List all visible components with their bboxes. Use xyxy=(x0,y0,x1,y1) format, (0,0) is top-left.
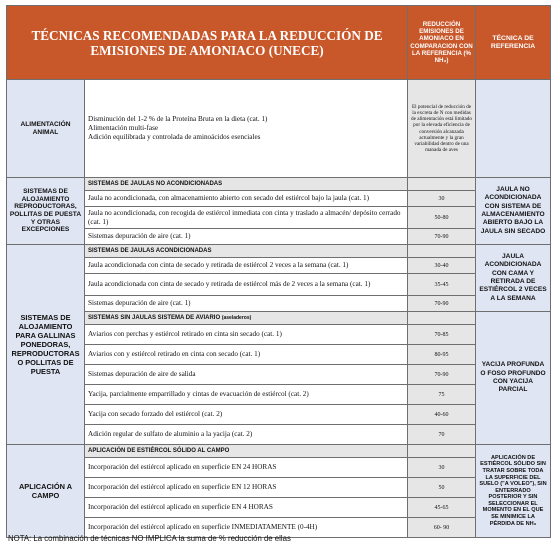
technique-row: Sistemas depuración de aire (cat. 1) xyxy=(85,296,408,312)
techniques-table-wrapper xyxy=(6,5,550,538)
alimentacion-technique: Adición equilibrada y controlada de aminoácidos esenciales xyxy=(88,133,261,141)
subheader-aviario-note: (aseladeros) xyxy=(221,315,252,321)
technique-row: Aviarios con perchas y estiércol retirado en cinta sin secado (cat. 1) xyxy=(85,325,408,345)
category-alimentacion: ALIMENTACIÓN ANIMAL xyxy=(7,80,85,178)
subheader-value-empty xyxy=(408,445,476,458)
reference-reproductoras: JAULA NO ACONDICIONADA CON SISTEMA DE ALMACENAMIENTO ABIERTO BAJO LA JAULA SIN SECADO xyxy=(476,178,551,245)
reduction-value: 70-90 xyxy=(408,229,476,245)
subheader-value-empty xyxy=(408,178,476,191)
technique-row: Sistemas depuración de aire de salida xyxy=(85,365,408,385)
reduction-value: 75 xyxy=(408,385,476,405)
subheader-jaulas-no-acondicionadas: SISTEMAS DE JAULAS NO ACONDICIONADAS xyxy=(85,178,408,191)
reduction-value: 70-85 xyxy=(408,325,476,345)
alimentacion-techniques xyxy=(85,80,408,178)
reduction-value: 80-95 xyxy=(408,345,476,365)
reduction-value: 30 xyxy=(408,191,476,207)
subheader-aviario-label: SISTEMAS SIN JAULAS SISTEMA DE AVIARIO xyxy=(88,315,221,321)
technique-row: Jaula no acondicionada, con recogida de estiércol inmediata con cinta y traslado a almacén/ depósito cerrado (cat. 1) xyxy=(85,207,408,229)
techniques-table xyxy=(6,5,551,538)
subheader-aviario xyxy=(85,312,408,325)
reference-aviario: YACIJA PROFUNDA O FOSO PROFUNDO CON YACIJA PARCIAL xyxy=(476,312,551,445)
technique-row: Incorporación del estiércol aplicado en superficie EN 24 HORAS xyxy=(85,458,408,478)
category-ponedoras: SISTEMAS DE ALOJAMIENTO PARA GALLINAS PONEDORAS, REPRODUCTORAS O POLLITAS DE PUESTA xyxy=(7,245,85,445)
reduction-value: 60- 90 xyxy=(408,518,476,538)
technique-row: Aviarios con y estiércol retirado en cinta con secado (cat. 1) xyxy=(85,345,408,365)
table-title: TÉCNICAS RECOMENDADAS PARA LA REDUCCIÓN DE EMISIONES DE AMONIACO (UNECE) xyxy=(7,6,408,80)
technique-row: Jaula no acondicionada, con almacenamiento abierto con secado del estiércol bajo la jaula (cat. 1) xyxy=(85,191,408,207)
subheader-value-empty xyxy=(408,312,476,325)
reduction-value: 30-40 xyxy=(408,258,476,274)
alimentacion-reference-empty xyxy=(476,80,551,178)
reduction-value: 40-60 xyxy=(408,405,476,425)
technique-row: Yacija, parcialmente emparrillado y cintas de evacuación de estiércol (cat. 2) xyxy=(85,385,408,405)
alimentacion-technique: Disminución del 1-2 % de la Proteína Bruta en la dieta (cat. 1) xyxy=(88,115,268,123)
technique-row: Sistemas depuración de aire (cat. 1) xyxy=(85,229,408,245)
technique-row: Incorporación del estiércol aplicado en superficie EN 4 HORAS xyxy=(85,498,408,518)
alimentacion-reduction-note: El potencial de reducción de la excreta de N con medidas de alimentación está limitado por la elevada eficiencia de conversión alcanzada actualmente y la gran variabilidad dentro de una manada de aves xyxy=(408,80,476,178)
reduction-value: 35-45 xyxy=(408,274,476,296)
reduction-value: 50-80 xyxy=(408,207,476,229)
technique-row: Adición regular de sulfato de aluminio a la yacija (cat. 2) xyxy=(85,425,408,445)
reduction-value: 70 xyxy=(408,425,476,445)
reference-jaulas-acondicionadas: JAULA ACONDICIONADA CON CAMA Y RETIRADA DE ESTIÉRCOL 2 VECES A LA SEMANA xyxy=(476,245,551,312)
alimentacion-technique: Alimentación multi-fase xyxy=(88,124,159,132)
technique-row: Incorporación del estiércol aplicado en superficie INMEDIATAMENTE (0-4H) xyxy=(85,518,408,538)
category-aplicacion-campo: APLICACIÓN A CAMPO xyxy=(7,445,85,538)
reference-column-header: TÉCNICA DE REFERENCIA xyxy=(476,6,551,80)
reduction-value: 45-65 xyxy=(408,498,476,518)
footnote: NOTA: La combinación de técnicas NO IMPLICA la suma de % reducción de ellas xyxy=(8,534,291,543)
reference-aplicacion-campo: APLICACIÓN DE ESTIÉRCOL SÓLIDO SIN TRATAR SOBRE TODA LA SUPERFICIE DEL SUELO ("A VOLEO"), SIN ENTERRADO POSTERIOR Y SIN SELECCIONAR EL MOMENTO EN EL QUE SE MINIMICE LA PÉRDIDA DE NH₃ xyxy=(476,445,551,538)
reduction-value: 30 xyxy=(408,458,476,478)
technique-row: Jaula acondicionada con cinta de secado y retirada de estiércol 2 veces a la semana (cat. 1) xyxy=(85,258,408,274)
reduction-value: 70-90 xyxy=(408,296,476,312)
technique-row: Yacija con secado forzado del estiércol (cat. 2) xyxy=(85,405,408,425)
reduction-value: 50 xyxy=(408,478,476,498)
subheader-value-empty xyxy=(408,245,476,258)
subheader-jaulas-acondicionadas: SISTEMAS DE JAULAS ACONDICIONADAS xyxy=(85,245,408,258)
technique-row: Jaula acondicionada con cinta de secado y retirada de estiércol más de 2 veces a la semana (cat. 1) xyxy=(85,274,408,296)
reduction-value: 70-90 xyxy=(408,365,476,385)
reduction-column-header: REDUCCIÓN EMISIONES DE AMONIACO EN COMPARACION CON LA REFERENCIA (% NH₃) xyxy=(408,6,476,80)
technique-row: Incorporación del estiércol aplicado en superficie EN 12 HORAS xyxy=(85,478,408,498)
subheader-aplicacion-estiercol: APLICACIÓN DE ESTIÉRCOL SÓLIDO AL CAMPO xyxy=(85,445,408,458)
category-reproductoras: SISTEMAS DE ALOJAMIENTO REPRODUCTORAS, POLLITAS DE PUESTA Y OTRAS EXCEPCIONES xyxy=(7,178,85,245)
